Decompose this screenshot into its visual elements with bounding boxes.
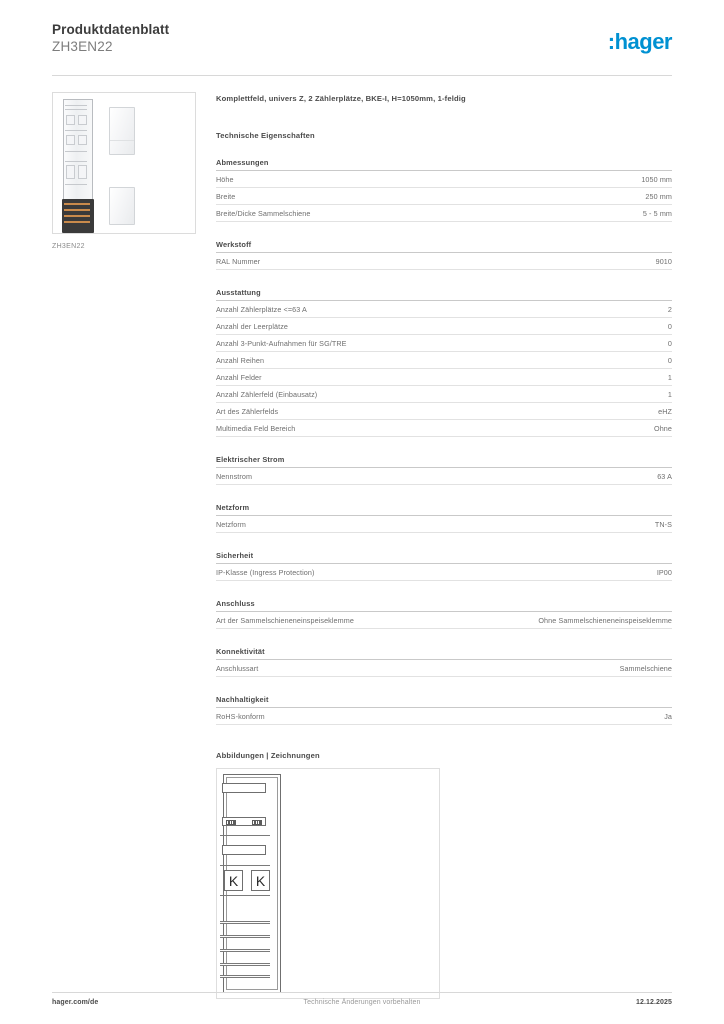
footer-disclaimer: Technische Änderungen vorbehalten (303, 999, 421, 1006)
spec-row (216, 420, 672, 437)
spec-row (216, 660, 672, 677)
spec-value: 2 (667, 304, 672, 314)
spec-section (216, 455, 672, 485)
logo-colon-icon: : (607, 29, 615, 54)
spec-row (216, 205, 672, 222)
spec-value: 5 - 5 mm (642, 208, 672, 218)
cabinet-module (66, 115, 75, 125)
spec-value: 0 (667, 355, 672, 365)
spec-value: 0 (667, 321, 672, 331)
spec-row (216, 612, 672, 629)
hager-logo (608, 30, 672, 54)
spec-row (216, 369, 672, 386)
spec-label: Anzahl 3-Punkt-Aufnahmen für SG/TRE (216, 338, 347, 348)
spec-section-title: Konnektivität (216, 647, 672, 660)
spec-section-title: Netzform (216, 503, 672, 516)
page-title: Produktdatenblatt (52, 22, 170, 37)
spec-label: Anzahl der Leerplätze (216, 321, 289, 331)
spec-value: Ohne (654, 423, 672, 433)
spec-value: 1 (667, 389, 672, 399)
spec-label: RoHS-konform (216, 711, 265, 721)
drawing-bar (220, 949, 270, 952)
cabinet-rail (65, 109, 87, 110)
spec-value: TN-S (654, 519, 672, 529)
spec-label: RAL Nummer (216, 256, 261, 266)
drawing-meter-strip (222, 817, 266, 826)
drawing-terminal-block (226, 820, 236, 825)
drawing-bar (220, 963, 270, 966)
spec-label: IP-Klasse (Ingress Protection) (216, 567, 315, 577)
drawing-slot-display (222, 783, 266, 793)
spec-section-title: Elektrischer Strom (216, 455, 672, 468)
spec-section-title: Abmessungen (216, 158, 672, 171)
cabinet-module (78, 165, 87, 179)
cabinet-module (66, 135, 75, 145)
drawing-k-box-2: K (251, 870, 270, 891)
spec-label: Anzahl Felder (216, 372, 262, 382)
spec-row (216, 386, 672, 403)
spec-section-title: Nachhaltigkeit (216, 695, 672, 708)
product-description: Komplettfeld, univers Z, 2 Zählerplätze, BKE-I, H=1050mm, 1-feldig (216, 94, 466, 103)
spec-sections (216, 158, 672, 725)
spec-row (216, 516, 672, 533)
spec-row (216, 188, 672, 205)
spec-section-title: Werkstoff (216, 240, 672, 253)
spec-label: Anzahl Reihen (216, 355, 265, 365)
busbar-copper (64, 221, 90, 223)
technical-properties-heading: Technische Eigenschaften (216, 131, 315, 140)
product-cover-panel-lower (109, 187, 135, 225)
spec-row (216, 708, 672, 725)
spec-content (216, 94, 672, 999)
drawings-heading: Abbildungen | Zeichnungen (216, 751, 320, 760)
page-footer (52, 997, 672, 1015)
cabinet-module (78, 115, 87, 125)
spec-value: 9010 (655, 256, 672, 266)
drawing-bar (220, 935, 270, 938)
cabinet-module (78, 135, 87, 145)
footer-date: 12.12.2025 (635, 999, 672, 1006)
spec-value: 1050 mm (641, 174, 672, 184)
spec-label: Höhe (216, 174, 234, 184)
spec-label: Anzahl Zählerplätze <=63 A (216, 304, 307, 314)
footer-divider (52, 992, 672, 993)
spec-label: Art der Sammelschieneneinspeiseklemme (216, 615, 354, 625)
spec-row (216, 301, 672, 318)
footer-website-link[interactable]: hager.com/de (52, 999, 99, 1006)
drawing-k-box-1: K (224, 870, 243, 891)
header-divider (52, 75, 672, 76)
spec-section (216, 288, 672, 437)
product-cover-panel-upper (109, 107, 135, 155)
spec-label: Anzahl Zählerfeld (Einbausatz) (216, 389, 318, 399)
spec-row (216, 253, 672, 270)
spec-section (216, 551, 672, 581)
busbar-copper (64, 209, 90, 211)
spec-value: Ja (664, 711, 672, 721)
drawing-divider (220, 835, 270, 836)
spec-label: Nennstrom (216, 471, 253, 481)
technical-drawing (216, 768, 440, 999)
cabinet-rail (65, 130, 87, 131)
logo-text: hager (614, 29, 672, 54)
spec-value: 1 (667, 372, 672, 382)
spec-row (216, 171, 672, 188)
drawing-divider (220, 865, 270, 866)
spec-section (216, 158, 672, 222)
drawing-bar (220, 921, 270, 924)
spec-section (216, 240, 672, 270)
spec-value: 250 mm (645, 191, 672, 201)
spec-label: Breite (216, 191, 236, 201)
cabinet-rail (65, 184, 87, 185)
page-header (52, 22, 672, 72)
spec-label: Multimedia Feld Bereich (216, 423, 296, 433)
spec-section (216, 647, 672, 677)
spec-label: Breite/Dicke Sammelschiene (216, 208, 311, 218)
product-photo-cabinet (61, 99, 95, 229)
product-reference: ZH3EN22 (52, 39, 113, 54)
spec-label: Art des Zählerfelds (216, 406, 279, 416)
cabinet-rail (65, 105, 87, 106)
spec-section-title: Anschluss (216, 599, 672, 612)
busbar-copper (64, 203, 90, 205)
spec-section (216, 599, 672, 629)
spec-row (216, 335, 672, 352)
spec-section-title: Sicherheit (216, 551, 672, 564)
spec-section (216, 695, 672, 725)
cabinet-rail (65, 161, 87, 162)
busbar-copper (64, 215, 90, 217)
product-image-caption: ZH3EN22 (52, 243, 85, 250)
spec-value: 63 A (657, 471, 672, 481)
spec-row (216, 352, 672, 369)
spec-row (216, 468, 672, 485)
drawing-divider (220, 895, 270, 896)
spec-section (216, 503, 672, 533)
spec-row (216, 403, 672, 420)
spec-value: Ohne Sammelschieneneinspeiseklemme (538, 615, 672, 625)
spec-section-title: Ausstattung (216, 288, 672, 301)
cabinet-rail (65, 151, 87, 152)
spec-value: Sammelschiene (619, 663, 672, 673)
cover-seam (110, 140, 134, 141)
spec-value: IP00 (656, 567, 672, 577)
drawing-slot-display (222, 845, 266, 855)
spec-label: Anschlussart (216, 663, 259, 673)
cabinet-module (66, 165, 75, 179)
drawing-bar (220, 975, 270, 978)
spec-row (216, 564, 672, 581)
spec-label: Netzform (216, 519, 246, 529)
product-image (52, 92, 196, 234)
drawing-terminal-block (252, 820, 262, 825)
spec-row (216, 318, 672, 335)
spec-value: 0 (667, 338, 672, 348)
spec-value: eHZ (658, 406, 672, 416)
